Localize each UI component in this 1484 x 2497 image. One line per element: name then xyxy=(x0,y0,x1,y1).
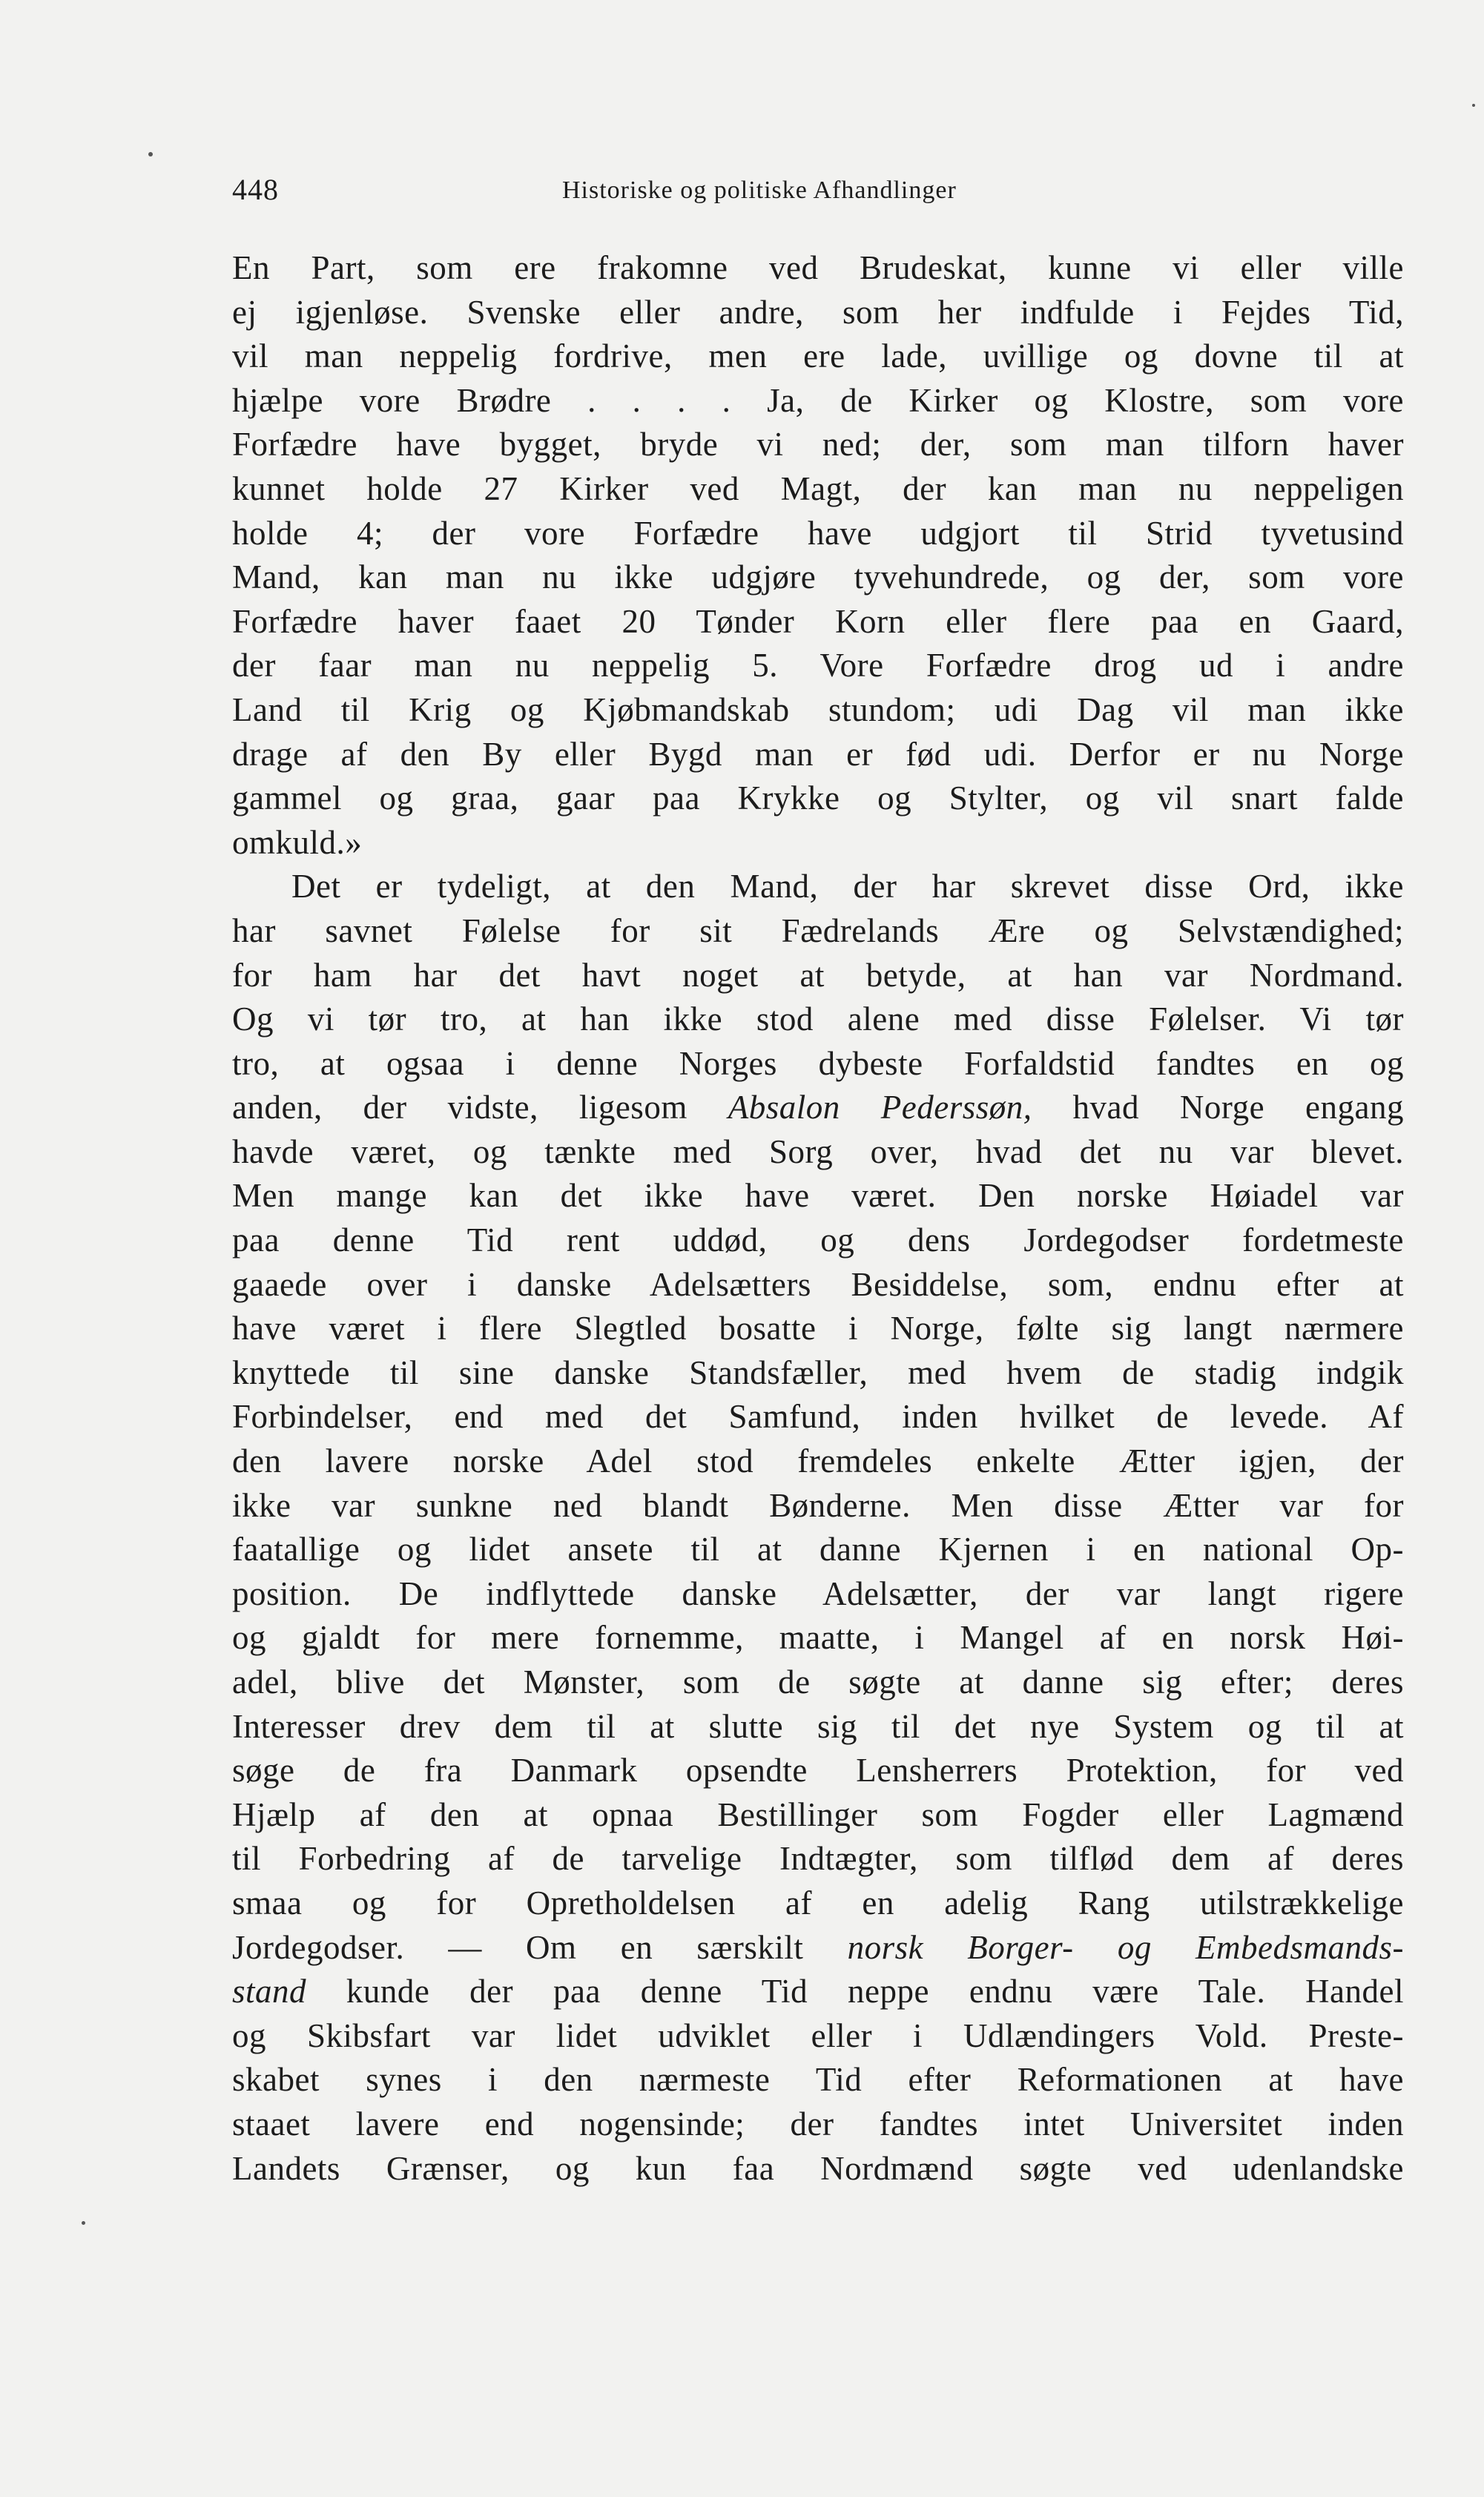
paragraph-main xyxy=(232,865,1404,2191)
text-line xyxy=(232,1970,1404,2014)
text-line: gammel og graa, gaar paa Krykke og Stylter, og vil snart falde xyxy=(232,779,1404,817)
text-line: den lavere norske Adel stod fremdeles enkelte Ætter igjen, der xyxy=(232,1442,1404,1480)
scan-speck xyxy=(82,2221,85,2225)
text-line: skabet synes i den nærmeste Tid efter Reformationen at have xyxy=(232,2061,1404,2099)
text-line: faatallige og lidet ansete til at danne Kjernen i en national Op- xyxy=(232,1531,1404,1569)
text-line: paa denne Tid rent uddød, og dens Jordegodser fordetmeste xyxy=(232,1221,1404,1259)
text-line: Interesser drev dem til at slutte sig til det nye System og til at xyxy=(232,1707,1404,1745)
running-title: Historiske og politiske Afhandlinger xyxy=(562,177,957,204)
text-line: adel, blive det Mønster, som de søgte at danne sig efter; deres xyxy=(232,1663,1404,1701)
text-line xyxy=(232,1086,1404,1130)
text-line: gaaede over i danske Adelsætters Besiddelse, som, endnu efter at xyxy=(232,1265,1404,1303)
scan-speck xyxy=(1472,104,1475,107)
text-line: Forfædre have bygget, bryde vi ned; der, som man tilforn haver xyxy=(232,426,1404,464)
text-line: til Forbedring af de tarvelige Indtægter, som tilflød dem af deres xyxy=(232,1840,1404,1878)
text-line: tro, at ogsaa i denne Norges dybeste Forfaldstid fandtes en og xyxy=(232,1044,1404,1082)
text-line: der faar man nu neppelig 5. Vore Forfædre drog ud i andre xyxy=(232,647,1404,685)
italic-phrase: stand xyxy=(232,1973,307,2011)
text-line: ej igjenløse. Svenske eller andre, som her indfulde i Fejdes Tid, xyxy=(232,293,1404,331)
text-line: position. De indflyttede danske Adelsætter, der var langt rigere xyxy=(232,1574,1404,1612)
text-run: anden, der vidste, ligesom xyxy=(232,1089,728,1127)
page-number: 448 xyxy=(232,173,279,206)
text-line: Forbindelser, end med det Samfund, inden hvilket de levede. Af xyxy=(232,1398,1404,1436)
text-line: Og vi tør tro, at han ikke stod alene med disse Følelser. Vi tør xyxy=(232,1000,1404,1038)
text-line: En Part, som ere frakomne ved Brudeskat, kunne vi eller ville xyxy=(232,249,1404,286)
italic-phrase: norsk Borger- og Embedsmands- xyxy=(847,1928,1404,1966)
text-run: hvad Norge engang xyxy=(1032,1089,1404,1127)
text-line: søge de fra Danmark opsendte Lensherrers Protektion, for ved xyxy=(232,1752,1404,1790)
text-line: holde 4; der vore Forfædre have udgjort til Strid tyvetusind xyxy=(232,514,1404,552)
text-line: knyttede til sine danske Standsfæller, med hvem de stadig indgik xyxy=(232,1353,1404,1391)
text-line: smaa og for Opretholdelsen af en adelig Rang utilstrækkelige xyxy=(232,1884,1404,1922)
scan-speck xyxy=(148,152,153,156)
page-header xyxy=(232,172,1408,217)
text-line: Mand, kan man nu ikke udgjøre tyvehundrede, og der, som vore xyxy=(232,558,1404,596)
text-line: Hjælp af den at opnaa Bestillinger som Fogder eller Lagmænd xyxy=(232,1795,1404,1833)
italic-name: Absalon Pederssøn, xyxy=(728,1089,1032,1127)
text-line: Det er tydeligt, at den Mand, der har skrevet disse Ord, ikke xyxy=(291,868,1404,906)
text-line: og Skibsfart var lidet udviklet eller i Udlændingers Vold. Preste- xyxy=(232,2016,1404,2054)
text-line xyxy=(232,1926,1404,1970)
text-line: havde været, og tænkte med Sorg over, hvad det nu var blevet. xyxy=(232,1132,1404,1170)
text-line: Land til Krig og Kjøbmandskab stundom; udi Dag vil man ikke xyxy=(232,690,1404,728)
text-line: Men mange kan det ikke have været. Den norske Høiadel var xyxy=(232,1177,1404,1215)
text-line: staaet lavere end nogensinde; der fandtes intet Universitet inden xyxy=(232,2105,1404,2143)
body-text xyxy=(232,246,1404,2191)
text-line: drage af den By eller Bygd man er fød udi. Derfor er nu Norge xyxy=(232,735,1404,773)
text-run: kunde der paa denne Tid neppe endnu være Tale. Handel xyxy=(306,1973,1404,2011)
text-line: ikke var sunkne ned blandt Bønderne. Men disse Ætter var for xyxy=(232,1486,1404,1524)
text-line: omkuld.» xyxy=(232,823,363,861)
text-line: har savnet Følelse for sit Fædrelands Ære og Selvstændighed; xyxy=(232,911,1404,949)
text-line: for ham har det havt noget at betyde, at han var Nordmand. xyxy=(232,956,1404,994)
text-run: Jordegodser. — Om en særskilt xyxy=(232,1928,848,1966)
text-line: hjælpe vore Brødre . . . . Ja, de Kirker og Klostre, som vore xyxy=(232,381,1404,419)
text-line: kunnet holde 27 Kirker ved Magt, der kan man nu neppeligen xyxy=(232,469,1404,507)
text-line: vil man neppelig fordrive, men ere lade, uvillige og dovne til at xyxy=(232,337,1404,375)
paragraph-quote-continuation xyxy=(232,246,1404,865)
text-line: have været i flere Slegtled bosatte i Norge, følte sig langt nærmere xyxy=(232,1310,1404,1348)
text-line: Forfædre haver faaet 20 Tønder Korn eller flere paa en Gaard, xyxy=(232,602,1404,640)
text-line: og gjaldt for mere fornemme, maatte, i Mangel af en norsk Høi- xyxy=(232,1619,1404,1657)
text-line: Landets Grænser, og kun faa Nordmænd søgte ved udenlandske xyxy=(232,2149,1404,2187)
